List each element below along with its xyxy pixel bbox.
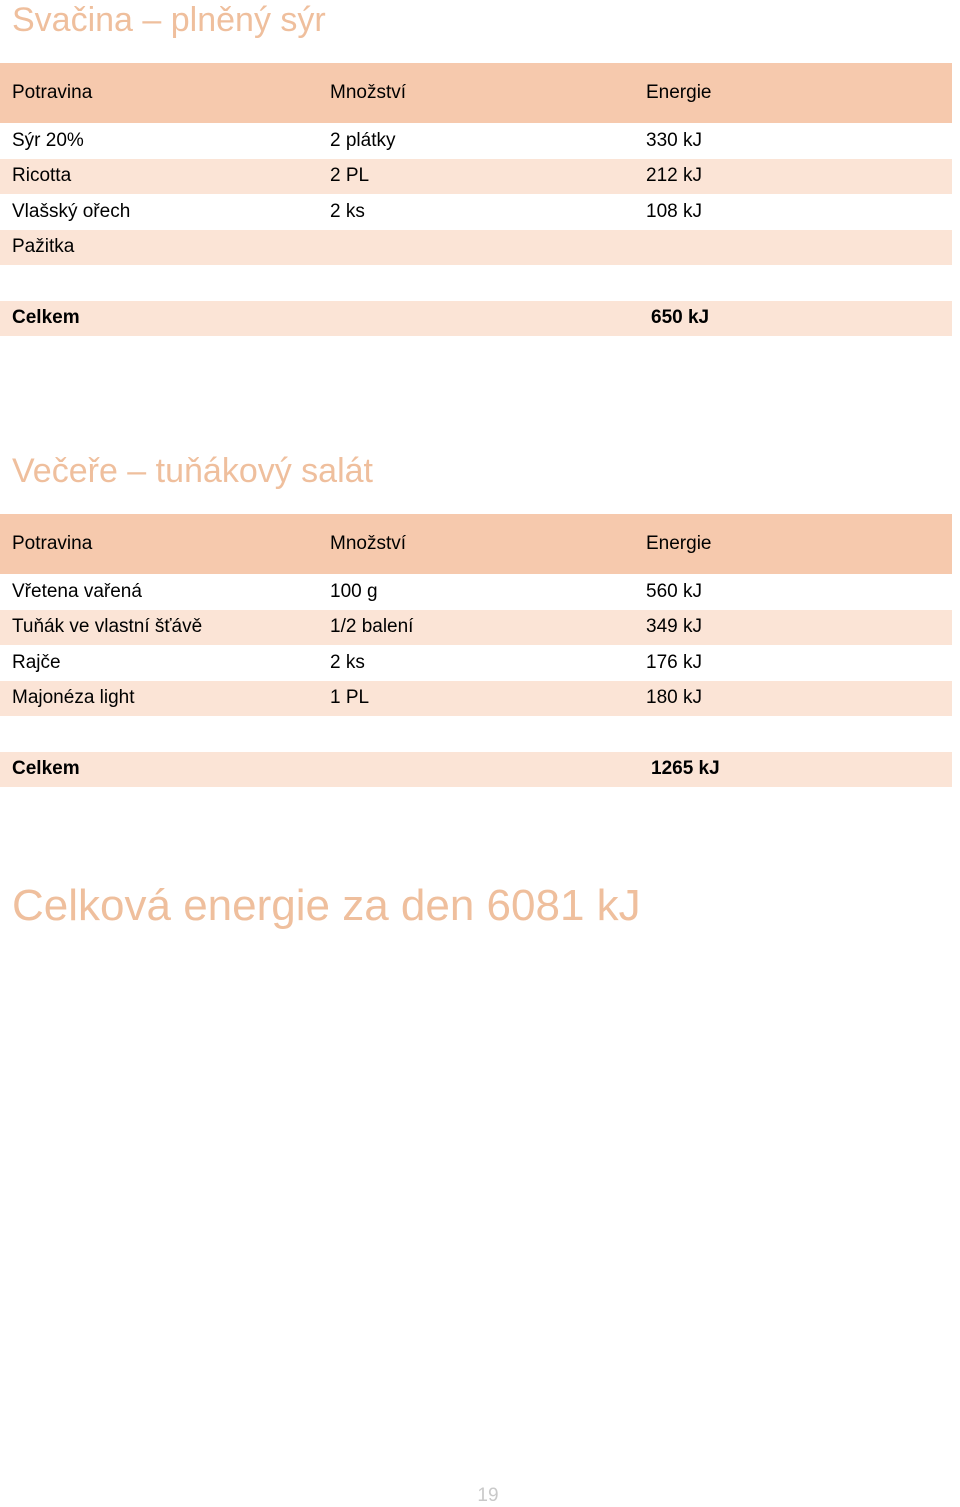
- table-row: [0, 574, 952, 610]
- header-amount: Množství: [330, 533, 407, 554]
- daily-energy-total: Celková energie za den 6081 kJ: [12, 881, 641, 930]
- table-row: [0, 645, 952, 681]
- row-energy: 349 kJ: [646, 616, 702, 638]
- row-amount: 2 PL: [330, 165, 370, 187]
- table-header: [0, 514, 952, 574]
- section-title-dinner: Večeře – tuňákový salát: [12, 452, 374, 490]
- header-energy: Energie: [646, 533, 712, 554]
- row-amount: 1 PL: [330, 687, 370, 709]
- total-label: Celkem: [12, 307, 80, 329]
- total-row: [0, 301, 952, 337]
- header-energy: Energie: [646, 82, 712, 103]
- row-energy: 176 kJ: [646, 651, 702, 673]
- header-food: Potravina: [12, 533, 93, 554]
- total-value: 1265 kJ: [651, 758, 720, 780]
- section-title-snack: Svačina – plněný sýr: [12, 1, 326, 39]
- row-energy: 560 kJ: [646, 580, 702, 602]
- row-energy: 212 kJ: [646, 165, 702, 187]
- header-amount: Množství: [330, 82, 407, 103]
- row-food: Ricotta: [12, 165, 72, 187]
- row-amount: 100 g: [330, 580, 378, 602]
- total-label: Celkem: [12, 758, 80, 780]
- row-food: Majonéza light: [12, 687, 135, 709]
- meal-table-snack: [0, 63, 952, 336]
- table-row: [0, 610, 952, 646]
- row-food: Vlašský ořech: [12, 200, 131, 222]
- table-spacer: [0, 265, 952, 301]
- table-spacer: [0, 716, 952, 752]
- table-row: [0, 194, 952, 230]
- row-energy: 108 kJ: [646, 200, 702, 222]
- total-row: [0, 752, 952, 788]
- row-energy: 330 kJ: [646, 129, 702, 151]
- row-food: Tuňák ve vlastní šťávě: [12, 616, 203, 638]
- table-row: [0, 230, 952, 266]
- table-row: [0, 159, 952, 195]
- table-header: [0, 63, 952, 123]
- row-amount: 2 ks: [330, 651, 365, 673]
- row-amount: 1/2 balení: [330, 616, 414, 638]
- row-amount: 2 ks: [330, 200, 365, 222]
- page-number: 19: [477, 1485, 499, 1506]
- meal-table-dinner: [0, 514, 952, 787]
- total-value: 650 kJ: [651, 307, 710, 329]
- row-food: Pažitka: [12, 236, 75, 258]
- row-food: Vřetena vařená: [12, 580, 142, 602]
- table-row: [0, 681, 952, 717]
- row-energy: 180 kJ: [646, 687, 702, 709]
- row-food: Sýr 20%: [12, 129, 84, 151]
- table-row: [0, 123, 952, 159]
- row-amount: 2 plátky: [330, 129, 396, 151]
- row-food: Rajče: [12, 651, 61, 673]
- header-food: Potravina: [12, 82, 93, 103]
